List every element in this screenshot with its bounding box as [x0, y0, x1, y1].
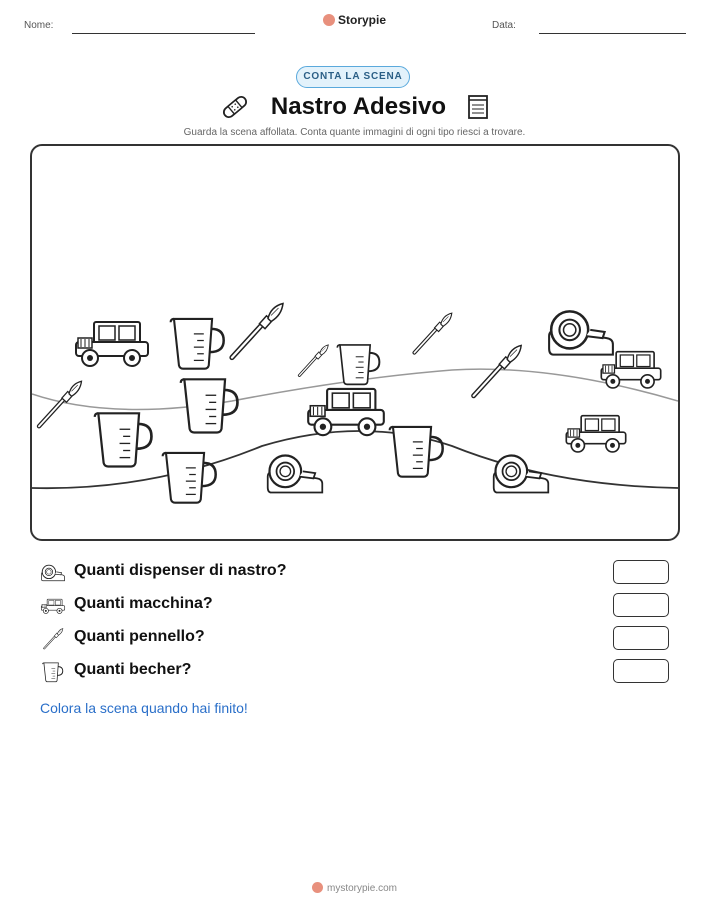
answer-box-paintbrushes[interactable]: [613, 626, 669, 650]
scene-tape-1: [549, 311, 613, 354]
question-tape-dispensers: [40, 561, 670, 585]
name-label: Nome:: [24, 20, 54, 31]
instructions: Guarda la scena affollata. Conta quante immagini di ogni tipo riesci a trovare.: [183, 127, 526, 138]
scene-car-3: [601, 352, 660, 388]
question-beakers: [40, 660, 670, 684]
question-text: Quanti pennello?: [74, 628, 205, 645]
scene-beaker-1: [171, 319, 224, 369]
car-icon: [40, 595, 66, 617]
storypie-logo-icon: [312, 882, 323, 893]
activity-badge: CONTA LA SCENA: [296, 66, 410, 88]
scene-beaker-4: [95, 413, 152, 466]
scene-brush-5: [39, 381, 82, 426]
answer-box-tape-dispensers[interactable]: [613, 560, 669, 584]
title-text: Nastro Adesivo: [270, 92, 447, 120]
name-field[interactable]: [72, 33, 255, 34]
question-cars: [40, 594, 670, 618]
notepad-icon: [467, 94, 489, 120]
question-text: Quanti macchina?: [74, 595, 213, 612]
scene-tape-2: [268, 456, 323, 493]
scene-brush-2: [299, 345, 328, 376]
storypie-logo-icon: [323, 14, 335, 26]
answer-box-beakers[interactable]: [613, 659, 669, 683]
scene-car-2: [308, 389, 384, 435]
scene-beaker-5: [163, 453, 216, 503]
question-paintbrushes: [40, 627, 670, 651]
site-footer: [0, 882, 709, 894]
answer-box-cars[interactable]: [613, 593, 669, 617]
brand-name: Storypie: [337, 13, 386, 27]
date-field[interactable]: [539, 33, 686, 34]
tape-dispenser-icon: [40, 562, 66, 584]
scene-brush-3: [414, 313, 451, 353]
scene-illustration: [32, 146, 678, 539]
counting-scene: [30, 144, 680, 541]
question-text: Quanti dispenser di nastro?: [74, 562, 287, 579]
question-text: Quanti becher?: [74, 661, 192, 678]
site-url: mystorypie.com: [326, 883, 397, 894]
brand: [0, 13, 709, 27]
coloring-note: Colora la scena quando hai finito!: [40, 700, 248, 716]
scene-beaker-2: [181, 379, 238, 432]
date-label: Data:: [492, 20, 516, 31]
scene-beaker-6: [390, 427, 443, 477]
scene-brush-1: [232, 304, 283, 358]
scene-tape-3: [494, 456, 549, 493]
bandage-icon: [220, 94, 250, 120]
paintbrush-icon: [40, 628, 66, 650]
page-title: [0, 92, 709, 121]
scene-car-1: [76, 322, 148, 366]
scene-car-4: [566, 416, 625, 452]
beaker-icon: [40, 661, 66, 683]
